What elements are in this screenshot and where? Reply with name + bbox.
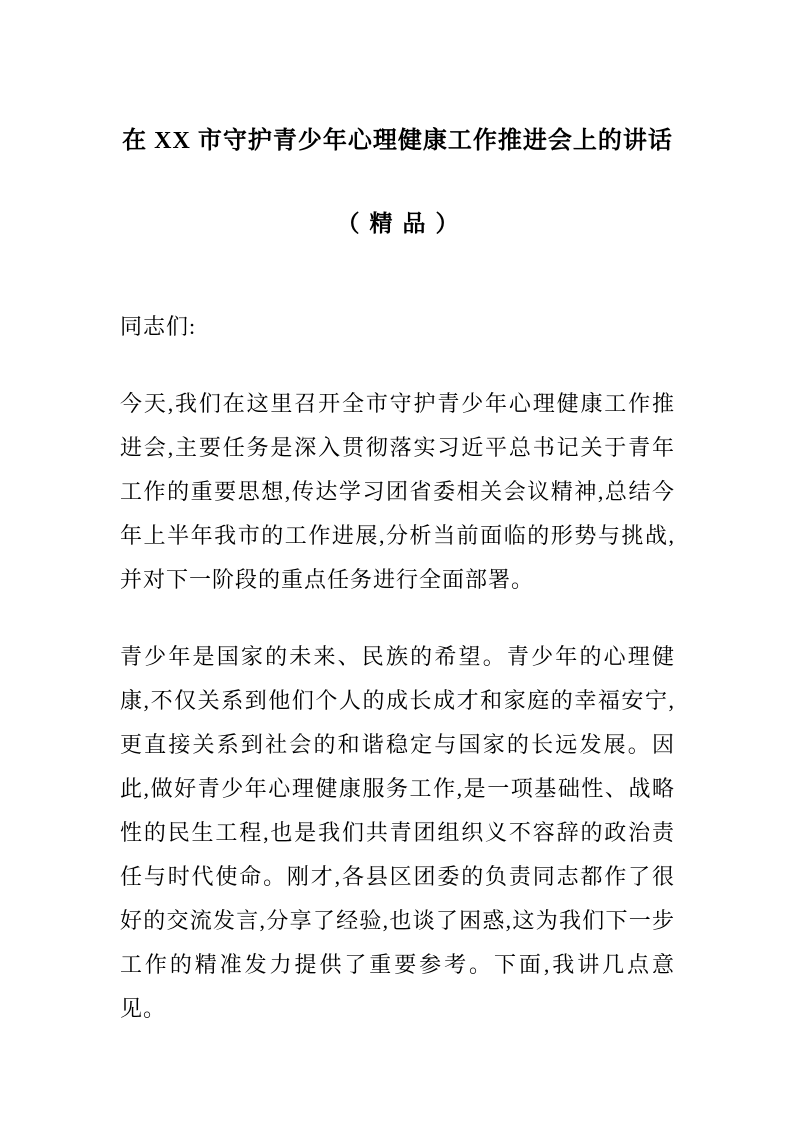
document-body	[120, 305, 675, 1031]
document-subtitle: （精品）	[336, 211, 469, 236]
document-title: 在 XX 市守护青少年心理健康工作推进会上的讲话	[122, 128, 673, 154]
paragraph-opening: 今天,我们在这里召开全市守护青少年心理健康工作推进会,主要任务是深入贯彻落实习近平总书记关于青年工作的重要思想,传达学习团省委相关会议精神,总结今年上半年我市的工作进展,分析当前面临的形势与挑战,并对下一阶段的重点任务进行全面部署。	[120, 391, 675, 592]
paragraph-salutation: 同志们:	[120, 314, 197, 339]
paragraph-body: 青少年是国家的未来、民族的希望。青少年的心理健康,不仅关系到他们个人的成长成才和家庭的幸福安宁,更直接关系到社会的和谐稳定与国家的长远发展。因此,做好青少年心理健康服务工作,是一项基础性、战略性的民生工程,也是我们共青团组织义不容辞的政治责任与时代使命。刚才,各县区团委的负责同志都作了很好的交流发言,分享了经验,也谈了困惑,这为我们下一步工作的精准发力提供了重要参考。下面,我讲几点意见。	[120, 644, 675, 1021]
